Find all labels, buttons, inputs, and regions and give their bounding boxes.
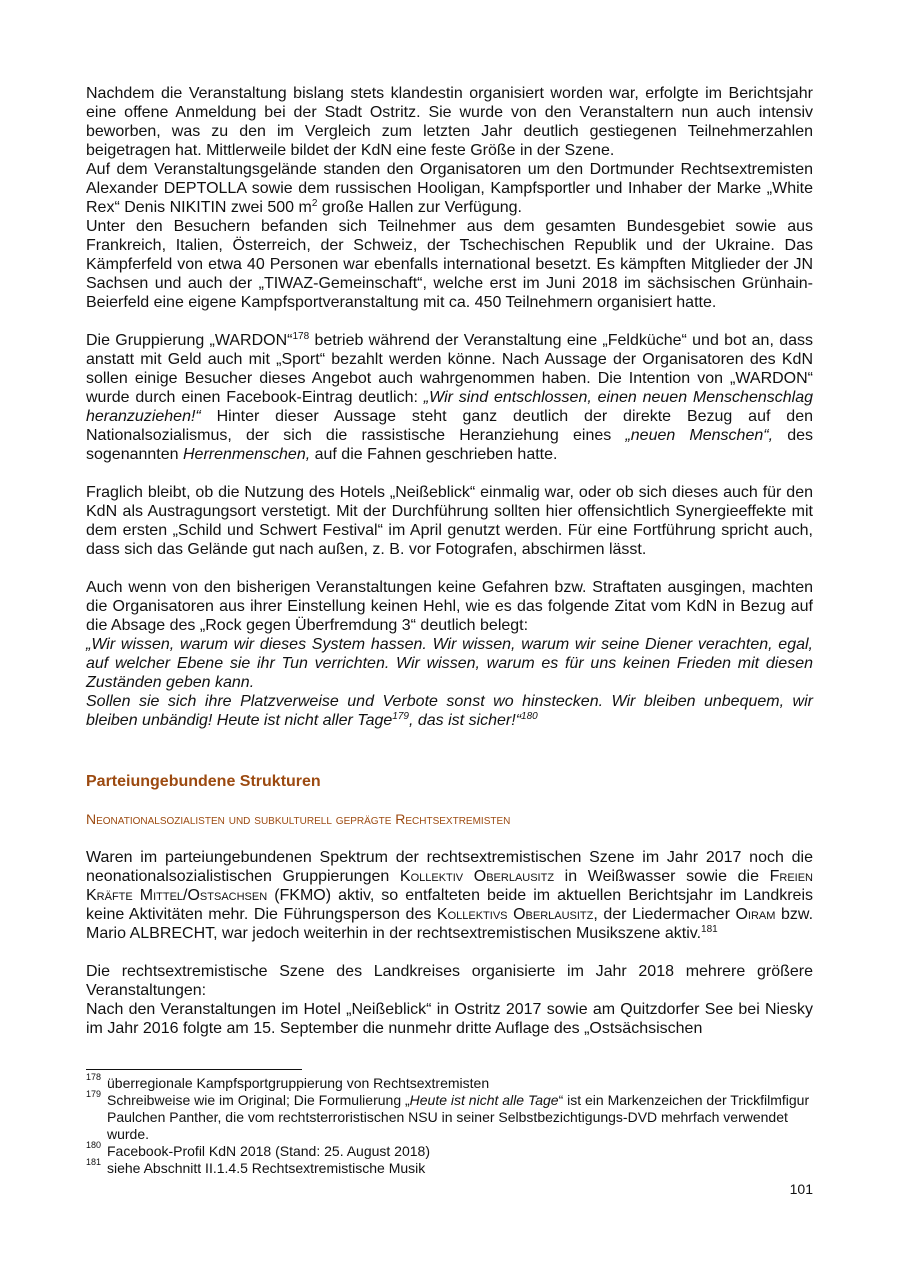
groups-text-d: , der Liedermacher [593,906,736,923]
wardon-text-b: betrieb während der Veranstaltung eine „Feldküche“ und bot an, dass anstatt mit Geld auch mit „Sport“ bezahlt werden könne. Nach Aussage der Organisatoren des KdN sollen einige Besucher dieses Angebot auch wahrgenommen haben. Die Intention von „WARDON“ wurde durch einen Facebook-Eintrag deutlich: [86,332,813,406]
paragraph-quote-intro: Auch wenn von den bisherigen Veranstaltungen keine Gefahren bzw. Straftaten ausgingen, machten die Organisatoren aus ihrer Einstellung keinen Hehl, wie es das folgende Zitat vom KdN in Bezug auf die Absage des „Rock gegen Überfremdung 3“ deutlich belegt: [86,579,813,634]
org-kollektiv-oberlausitz: Kollektiv Oberlausitz [399,868,555,885]
footnote-text-end: “ ist ein Markenzeichen der Trickfilmfigur Paulchen Panther, die vom rechtsterroristischen NSU in seiner Selbstbezichtigungs-DVD mehrfach verwendet wurde. [107,1092,810,1142]
footnote-181 [86,1157,813,1177]
footnote-text: siehe Abschnitt II.1.4.5 Rechtsextremistische Musik [107,1160,426,1176]
paragraph-venue-text: Auf dem Veranstaltungsgelände standen den Organisatoren um den Dortmunder Rechtsextremisten Alexander DEPTOLLA sowie dem russischen Hooligan, Kampfsportler und Inhaber der Marke „White Rex“ Denis NIKITIN zwei 500 m [86,161,813,216]
footnote-179 [86,1089,813,1143]
page-number: 101 [789,1181,813,1197]
paragraph-registration: Nachdem die Veranstaltung bislang stets klandestin organisiert worden war, erfolgte im Berichtsjahr eine offene Anmeldung bei der Stadt Ostritz. Sie wurde von den Veranstaltern nun auch intensiv beworben, was zu den im Vergleich zum letzten Jahr deutlich gestiegenen Teilnehmerzahlen beigetragen hat. Mittlerweile bildet der KdN eine feste Größe in der Szene. [86,85,813,159]
footnote-text: Schreibweise wie im Original; Die Formulierung „ [107,1092,410,1108]
paragraph-events-intro: Die rechtsextremistische Szene des Landkreises organisierte im Jahr 2018 mehrere größere Veranstaltungen: [86,963,813,999]
footnote-ref-181[interactable]: 181 [701,924,718,935]
footnotes [86,1072,813,1177]
paragraph-visitors: Unter den Besuchern befanden sich Teilnehmer aus dem gesamten Bundesgebiet sowie aus Frankreich, Italien, Österreich, der Schweiz, der Tschechischen Republik und der Ukraine. Das Kämpferfeld von etwa 40 Personen war ebenfalls international besetzt. Es kämpften Mitglieder der JN Sachsen und auch der „TIWAZ-Gemeinschaft“, welche erst im Juni 2018 im sächsischen Grünhain-Beierfeld eine eigene Kampfsportveranstaltung mit ca. 450 Teilnehmern organisiert hatte. [86,218,813,311]
footnote-number: 181 [86,1157,102,1167]
wardon-text-a: Die Gruppierung „WARDON“ [86,332,293,349]
groups-text-b: in Weißwasser sowie die [554,868,770,885]
paragraph-venue [86,160,813,217]
footnote-ref-178[interactable]: 178 [292,331,310,342]
quote-text-2a: Sollen sie sich ihre Platzverweise und Verbote sonst wo hinstecken. Wir bleiben unbequem, wir bleiben unbändig! Heute ist nicht aller Tage [86,693,813,729]
org-freie-kraefte: Freien Kräfte Mittel/Ostsachsen [86,868,814,904]
footnote-180 [86,1140,813,1160]
groups-text-e: bzw. Mario ALBRECHT, war jedoch weiterhin in der rechtsextremistischen Musikszene aktiv. [86,906,814,942]
quote-text-2b: , das ist sicher!“ [408,712,522,729]
footnote-number: 180 [86,1140,102,1150]
quote-block-1 [86,635,813,692]
paragraph-hotel: Fraglich bleibt, ob die Nutzung des Hotels „Neißeblick“ einmalig war, oder ob sich dieses auch für den KdN als Austragungsort verstetigt. Mit der Durchführung sollten hier offensichtlich Synergieeffekte mit dem ersten „Schild und Schwert Festival“ im April genutzt werden. Für eine Fortführung spricht auch, dass sich das Gelände gut nach außen, z. B. vor Fotografen, abschirmen lässt. [86,484,813,558]
section-heading: Parteiungebundene Strukturen [86,773,321,790]
footnote-178 [86,1072,813,1092]
footnote-text: überregionale Kampfsportgruppierung von Rechtsextremisten [107,1075,490,1091]
subsection-heading: Neonationalsozialisten und subkulturell geprägte Rechtsextremisten [86,811,511,827]
quote-block-2 [86,692,813,730]
page-body [86,84,813,1038]
groups-text-c: (FKMO) aktiv, so entfalteten beide im aktuellen Berichtsjahr im Landkreis keine Aktivitäten mehr. Die Führungsperson des [86,887,814,923]
footnote-italic: Heute ist nicht alle Tage [409,1092,559,1108]
wardon-quote: „Wir sind entschlossen, einen neuen Menschenschlag heranzuziehen!“ [86,389,814,425]
footnote-divider [86,1069,302,1070]
quote-text-1: „Wir wissen, warum wir dieses System hassen. Wir wissen, warum wir seine Diener verachten, egal, auf welcher Ebene sie ihr Tun verrichten. Wir wissen, warum es für uns keinen Frieden mit diesen Zuständen geben kann. [86,636,813,691]
org-kollektivs-oberlausitz: Kollektivs Oberlausitz [436,906,594,923]
paragraph-venue-text-end: große Hallen zur Verfügung. [317,199,522,216]
alias-oiram: Oiram [735,906,776,923]
paragraph-events: Nach den Veranstaltungen im Hotel „Neißeblick“ in Ostritz 2017 sowie am Quitzdorfer See bei Niesky im Jahr 2016 folgte am 15. September die nunmehr dritte Auflage des „Ostsächsischen [86,1001,813,1037]
paragraph-groups [86,848,813,943]
wardon-new-people: „neuen Menschen“, [625,427,774,444]
wardon-text-c: Hinter dieser Aussage steht ganz deutlich der direkte Bezug auf den Nationalsozialismus, der sich die rassistische Heranziehung eines [86,408,813,444]
footnote-text: Facebook-Profil KdN 2018 (Stand: 25. August 2018) [107,1143,430,1159]
superscript-squared: 2 [311,198,318,209]
wardon-text-e: auf die Fahnen geschrieben hatte. [310,446,558,463]
footnote-ref-180[interactable]: 180 [521,711,538,722]
footnote-number: 178 [86,1072,102,1082]
paragraph-wardon [86,331,813,464]
footnote-ref-179[interactable]: 179 [392,711,409,722]
groups-text-a: Waren im parteiungebundenen Spektrum der rechtsextremistischen Szene im Jahr 2017 noch die neonationalsozialistischen Gruppierungen [86,849,813,885]
wardon-text-d: des sogenannten [86,427,814,463]
wardon-master: Herrenmenschen, [182,446,311,463]
footnote-number: 179 [86,1089,102,1099]
